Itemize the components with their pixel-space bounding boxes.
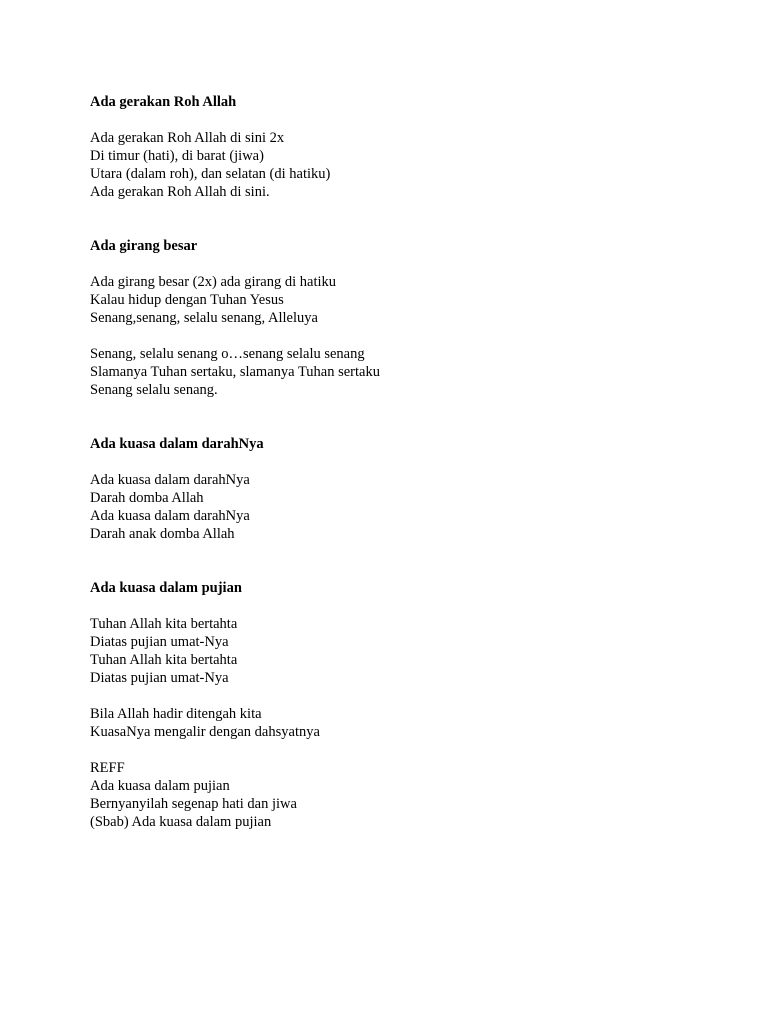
lyric-line: Bila Allah hadir ditengah kita: [90, 706, 262, 722]
lyric-line: Bernyanyilah segenap hati dan jiwa: [90, 796, 297, 812]
lyric-line: Ada gerakan Roh Allah di sini 2x: [90, 130, 285, 146]
lyric-line: Di timur (hati), di barat (jiwa): [90, 148, 264, 164]
lyric-line: Kalau hidup dengan Tuhan Yesus: [90, 292, 284, 308]
lyric-line: Darah domba Allah: [90, 490, 204, 506]
stanza: [90, 705, 710, 741]
song-section: [90, 579, 710, 831]
lyric-line: Senang,senang, selalu senang, Alleluya: [90, 310, 318, 326]
stanza: [90, 345, 710, 399]
lyric-line: Ada girang besar (2x) ada girang di hatiku: [90, 274, 337, 290]
refrain-label: REFF: [90, 760, 125, 776]
song-section: [90, 237, 710, 399]
lyric-line: Tuhan Allah kita bertahta: [90, 652, 238, 668]
song-title: Ada gerakan Roh Allah: [90, 94, 237, 110]
stanza: [90, 759, 710, 831]
stanza: [90, 471, 710, 543]
song-section: [90, 435, 710, 543]
lyric-line: KuasaNya mengalir dengan dahsyatnya: [90, 724, 320, 740]
lyric-line: Tuhan Allah kita bertahta: [90, 616, 238, 632]
song-title: Ada girang besar: [90, 238, 198, 254]
lyric-line: Diatas pujian umat-Nya: [90, 670, 229, 686]
stanza: [90, 129, 710, 201]
lyric-line: (Sbab) Ada kuasa dalam pujian: [90, 814, 272, 830]
stanza: [90, 273, 710, 327]
lyric-line: Slamanya Tuhan sertaku, slamanya Tuhan sertaku: [90, 364, 380, 380]
song-title: Ada kuasa dalam darahNya: [90, 436, 264, 452]
lyric-line: Senang selalu senang.: [90, 382, 218, 398]
lyric-line: Darah anak domba Allah: [90, 526, 235, 542]
lyric-line: Diatas pujian umat-Nya: [90, 634, 229, 650]
lyric-line: Ada kuasa dalam pujian: [90, 778, 230, 794]
song-section: [90, 93, 710, 201]
lyric-line: Senang, selalu senang o…senang selalu senang: [90, 346, 365, 362]
stanza: [90, 615, 710, 687]
song-title: Ada kuasa dalam pujian: [90, 580, 242, 596]
lyric-line: Ada kuasa dalam darahNya: [90, 472, 250, 488]
lyric-line: Ada gerakan Roh Allah di sini.: [90, 184, 270, 200]
lyric-line: Ada kuasa dalam darahNya: [90, 508, 250, 524]
lyric-line: Utara (dalam roh), dan selatan (di hatiku): [90, 166, 331, 182]
document-content: [90, 93, 710, 831]
